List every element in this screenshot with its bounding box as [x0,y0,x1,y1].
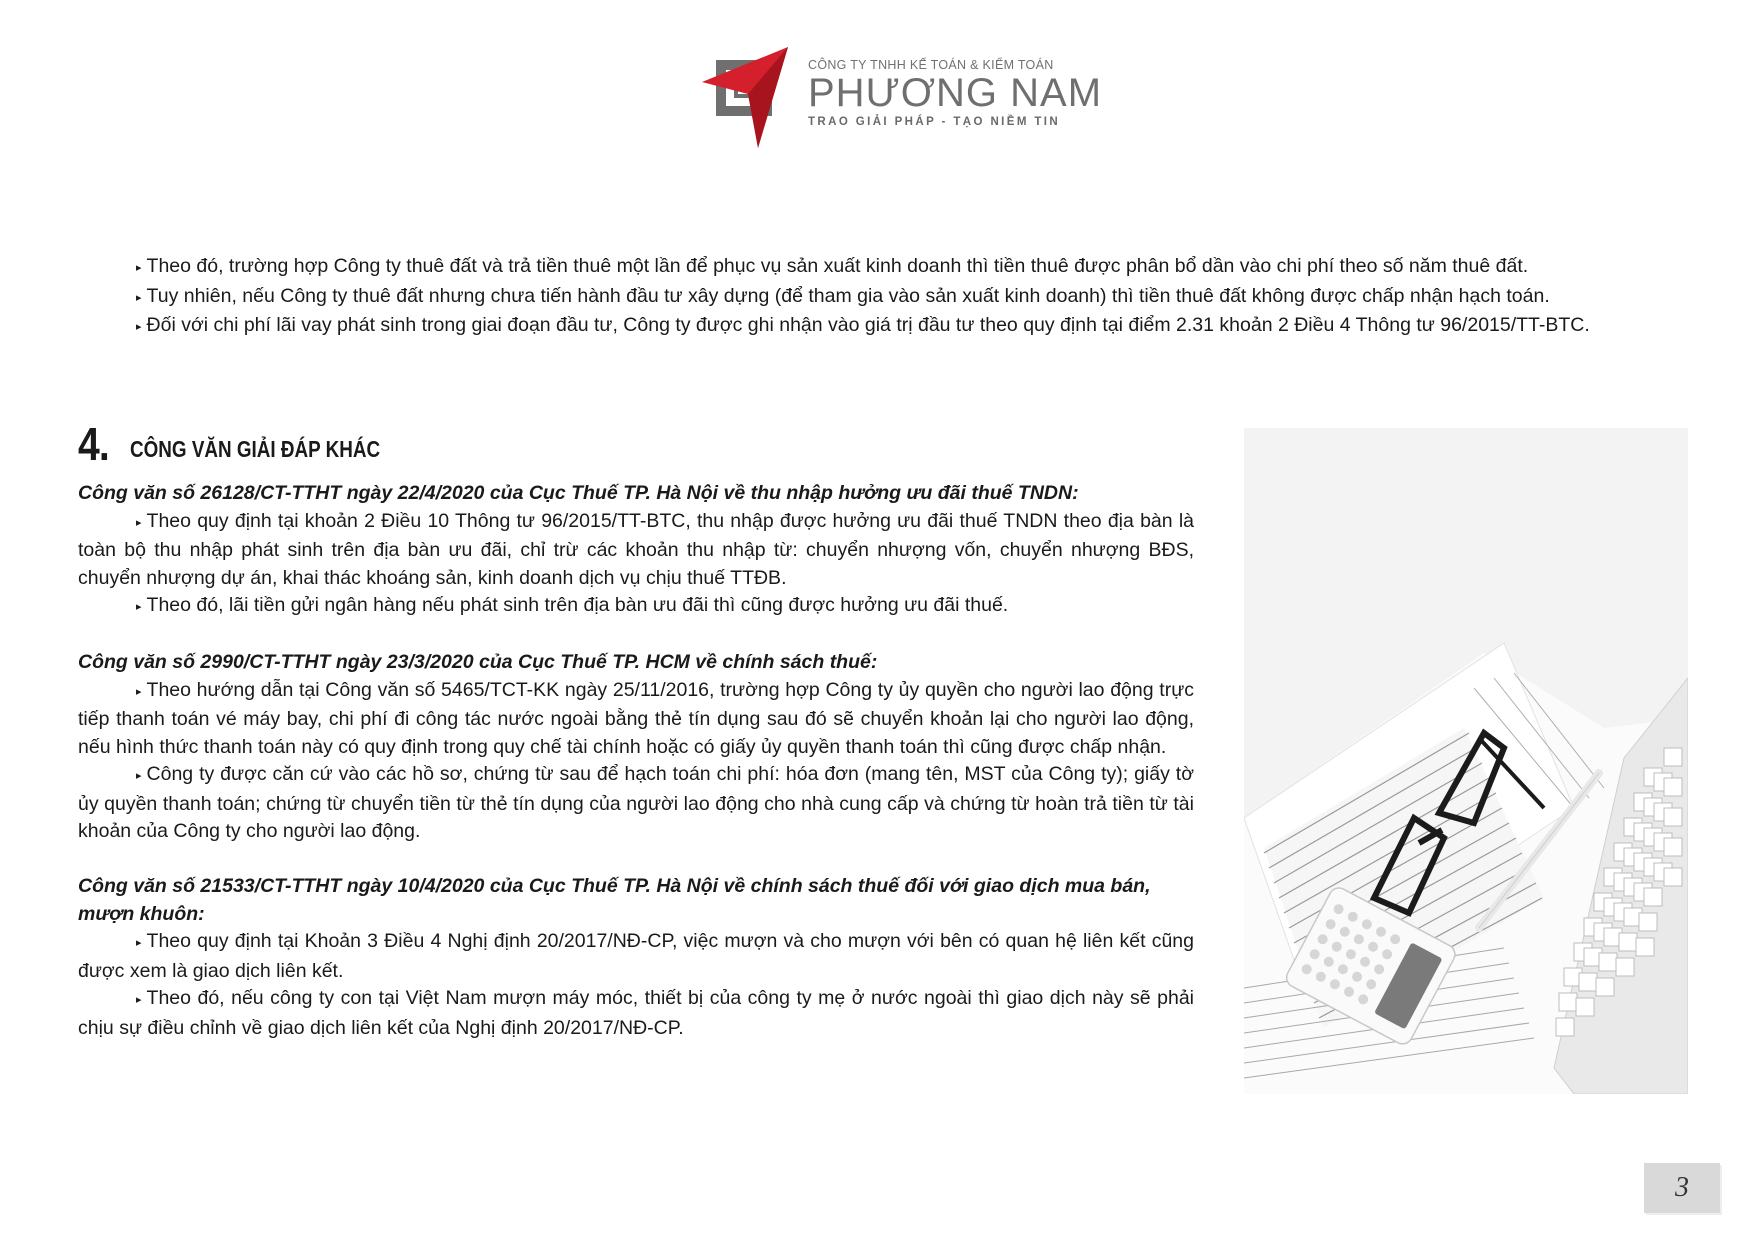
list-item: ▸ Theo đó, trường hợp Công ty thuê đất và trả tiền thuê một lần để phục vụ sản xuất kinh doanh thì tiền thuê được phân bổ dần vào chi phí theo số năm thuê đất. [136,255,1529,277]
list-item: ▸ Theo đó, nếu công ty con tại Việt Nam mượn máy móc, thiết bị của công ty mẹ ở nước ngoài thì giao dịch này sẽ phải chịu sự điều chỉnh về giao dịch liên kết của Nghị định 20/2017/NĐ-CP. [78,987,1194,1039]
section-number: 4. [78,418,109,470]
list-item: ▸ Công ty được căn cứ vào các hồ sơ, chứng từ sau để hạch toán chi phí: hóa đơn (mang tên, MST của Công ty); giấy tờ ủy quyền thanh toán; chứng từ chuyển tiền từ thẻ tín dụng của người lao động cho nhà cung cấp và chứng từ hoàn trả tiền từ tài khoản của Công ty cho người lao động. [78,763,1194,842]
list-item: ▸ Tuy nhiên, nếu Công ty thuê đất nhưng chưa tiến hành đầu tư xây dựng (để tham gia vào sản xuất kinh doanh) thì tiền thuê đất không được chấp nhận hạch toán. [136,284,1550,307]
office-desk-photo [1244,428,1688,1094]
list-item: ▸ Theo quy định tại khoản 2 Điều 10 Thông tư 96/2015/TT-BTC, thu nhập được hưởng ưu đãi thuế TNDN theo địa bàn là toàn bộ thu nhập phát sinh trên địa bàn ưu đãi, chỉ trừ các khoản thu nhập từ: chuyển nhượng vốn, chuyển nhượng BĐS, chuyển nhượng dự án, khai thác khoáng sản, kinh doanh dịch vụ chịu thuế TTĐB. [78,509,1194,589]
bullet-icon: ▸ [136,291,142,304]
company-name: PHƯƠNG NAM [808,71,1103,115]
section-title: CÔNG VĂN GIẢI ĐÁP KHÁC [130,436,381,462]
document-title: Công văn số 26128/CT-TTHT ngày 22/4/2020 của Cục Thuế TP. Hà Nội về thu nhập hưởng ưu đãi thuế TNDN: [78,482,1079,504]
section-heading [78,418,778,470]
company-logo [700,44,1103,154]
bullet-icon: ▸ [136,770,142,782]
bullet-icon: ▸ [136,601,142,613]
list-item: ▸ Theo hướng dẫn tại Công văn số 5465/TCT-KK ngày 25/11/2016, trường hợp Công ty ủy quyền cho người lao động trực tiếp thanh toán vé máy bay, chi phí đi công tác nước ngoài bằng thẻ tín dụng sau đó sẽ chuyển khoản lại cho người lao động, nếu hình thức thanh toán này có quy định trong quy chế tài chính hoặc có giấy ủy quyền thanh toán thì cũng được chấp nhận. [78,678,1194,758]
intro-paragraphs [78,253,1692,342]
section-content [78,480,1194,1042]
bullet-icon: ▸ [136,516,142,529]
list-item: ▸ Đối với chi phí lãi vay phát sinh trong giai đoạn đầu tư, Công ty được ghi nhận vào giá trị đầu tư theo quy định tại điểm 2.31 khoản 2 Điều 4 Thông tư 96/2015/TT-BTC. [136,314,1590,336]
list-item: ▸ Theo đó, lãi tiền gửi ngân hàng nếu phát sinh trên địa bàn ưu đãi thì cũng được hưởng ưu đãi thuế. [136,594,1009,616]
bullet-icon: ▸ [136,685,142,698]
bullet-icon: ▸ [136,937,142,949]
page-number: 3 [1644,1163,1720,1213]
list-item: ▸ Theo quy định tại Khoản 3 Điều 4 Nghị định 20/2017/NĐ-CP, việc mượn và cho mượn với bên có quan hệ liên kết cũng được xem là giao dịch liên kết. [78,930,1194,982]
logo-mark-icon [700,44,800,154]
company-subtitle: CÔNG TY TNHH KẾ TOÁN & KIỂM TOÁN [808,58,1054,72]
bullet-icon: ▸ [136,262,142,274]
document-title: Công văn số 21533/CT-TTHT ngày 10/4/2020 của Cục Thuế TP. Hà Nội về chính sách thuế đối với giao dịch mua bán, mượn khuôn: [78,875,1151,925]
document-title: Công văn số 2990/CT-TTHT ngày 23/3/2020 của Cục Thuế TP. HCM về chính sách thuế: [78,651,878,673]
bullet-icon: ▸ [136,994,142,1006]
bullet-icon: ▸ [136,321,142,333]
company-tagline: TRAO GIẢI PHÁP - TẠO NIỀM TIN [808,116,1061,128]
